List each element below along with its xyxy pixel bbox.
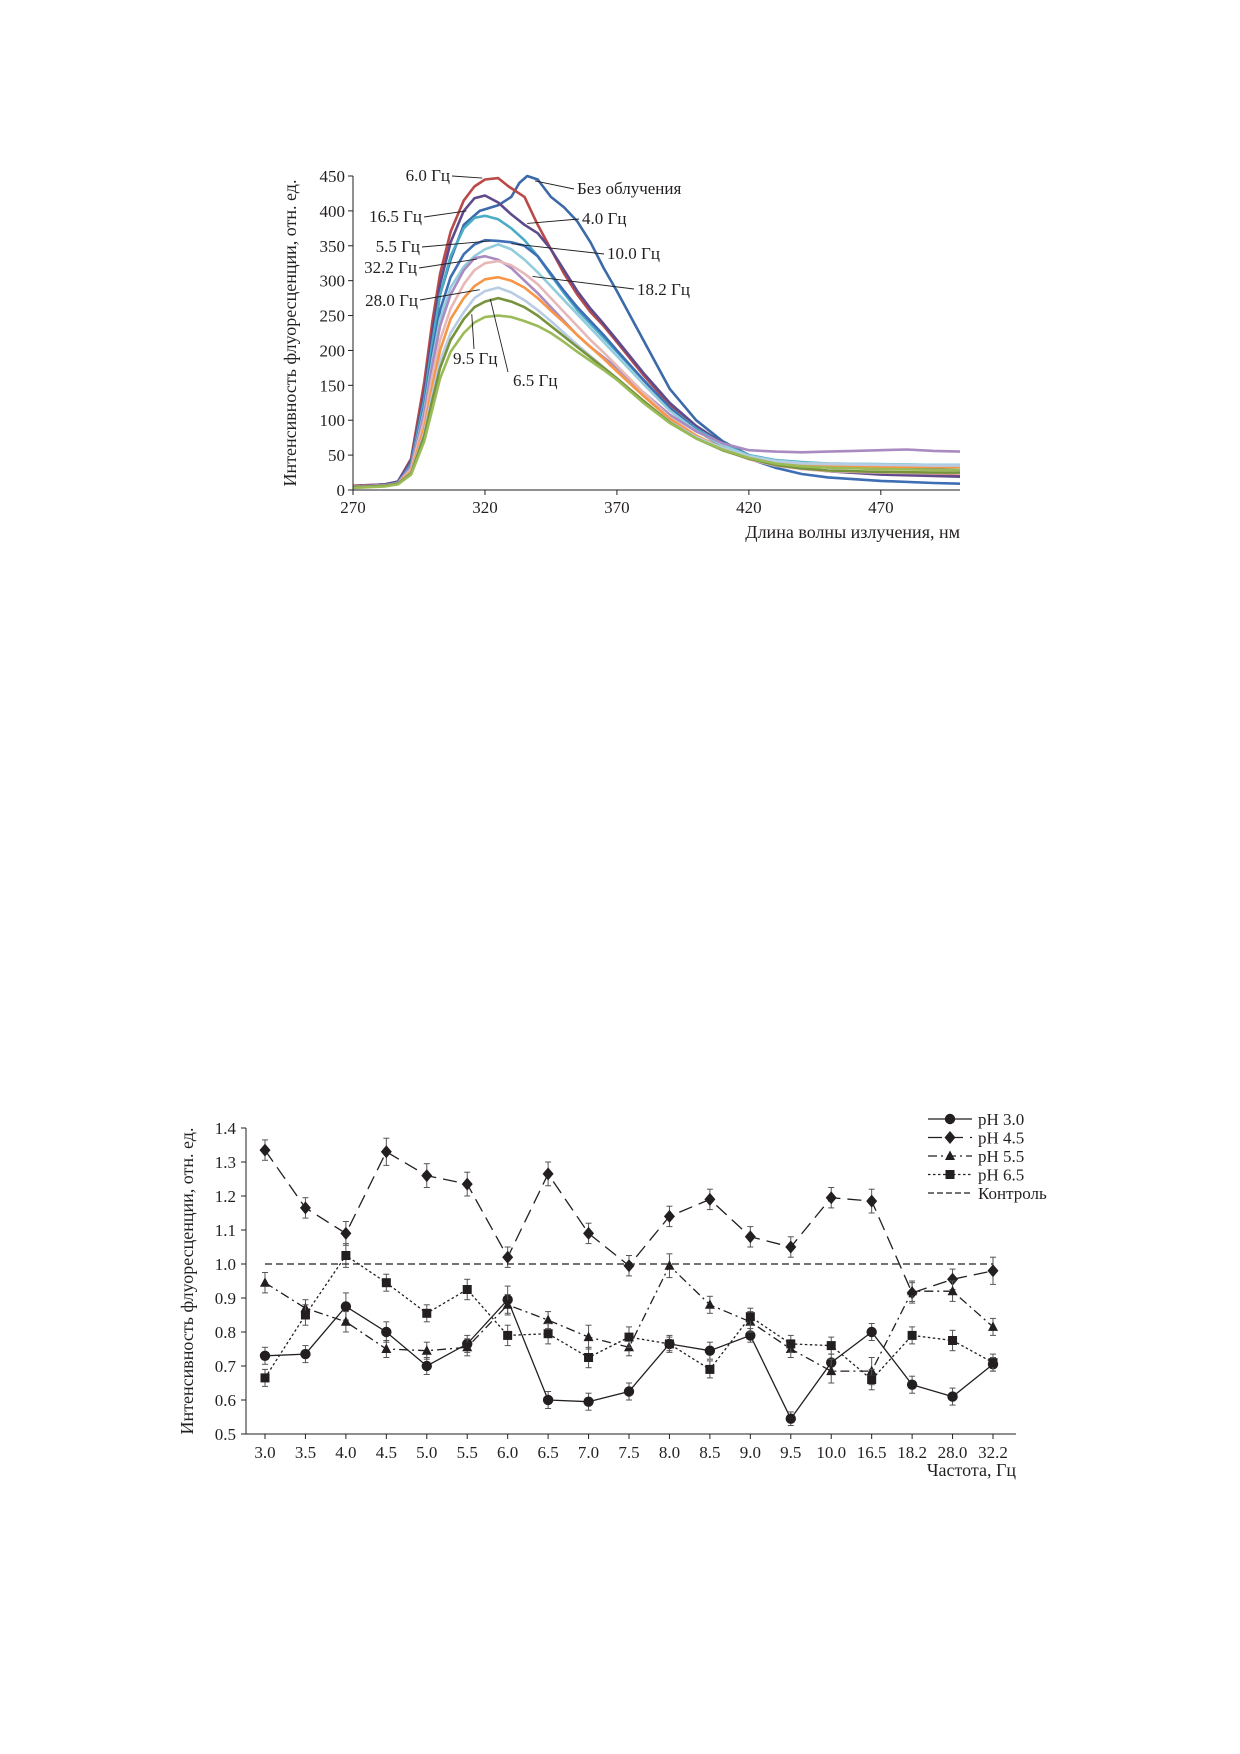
curve-label-16-5-гц: 16.5 Гц <box>369 207 422 226</box>
point-ph-3-0-4.0 <box>341 1301 351 1311</box>
x-tick-label-9.0: 9.0 <box>739 1443 761 1462</box>
point-ph-6-5-3.5 <box>301 1311 310 1320</box>
y-tick-label-0.8: 0.8 <box>214 1323 236 1342</box>
point-ph-6-5-3.0 <box>261 1373 270 1382</box>
legend-label-ph-6-5: pH 6.5 <box>978 1165 1025 1185</box>
point-ph-3-0-16.5 <box>866 1327 876 1337</box>
point-ph-3-0-18.2 <box>907 1380 917 1390</box>
x-tick-label-5.5: 5.5 <box>456 1443 478 1462</box>
x-tick-label-3.5: 3.5 <box>294 1443 317 1462</box>
curve-label-9-5-гц: 9.5 Гц <box>453 349 498 368</box>
point-ph-3-0-3.5 <box>300 1349 310 1359</box>
x-tick-label-6.0: 6.0 <box>497 1443 519 1462</box>
point-ph-6-5-32.2 <box>989 1358 998 1367</box>
point-ph-6-5-6.5 <box>544 1329 553 1338</box>
point-ph-3-0-3.0 <box>260 1351 270 1361</box>
y-tick-label-150: 150 <box>319 376 345 396</box>
point-ph-3-0-5.0 <box>422 1361 432 1371</box>
x-tick-label-270: 270 <box>340 498 366 517</box>
curve-label-6-0-гц: 6.0 Гц <box>405 166 450 185</box>
point-ph-6-5-7.5 <box>625 1333 634 1342</box>
curve-label-28-0-гц: 28.0 Гц <box>365 291 418 310</box>
y-tick-label-1.0: 1.0 <box>214 1255 236 1274</box>
point-ph-6-5-4.5 <box>382 1278 391 1287</box>
x-tick-label-10.0: 10.0 <box>816 1443 847 1462</box>
x-tick-label-9.5: 9.5 <box>780 1443 802 1462</box>
x-tick-label-7.5: 7.5 <box>618 1443 640 1462</box>
point-ph-6-5-28.0 <box>948 1336 957 1345</box>
x-tick-label-18.2: 18.2 <box>897 1443 927 1462</box>
x-tick-label-4.0: 4.0 <box>335 1443 357 1462</box>
curve-label-6-5-гц: 6.5 Гц <box>513 371 558 390</box>
y-tick-label-300: 300 <box>319 271 345 291</box>
y-tick-label-0.9: 0.9 <box>214 1289 236 1308</box>
x-tick-label-420: 420 <box>736 498 762 517</box>
y-tick-label-0.6: 0.6 <box>214 1391 236 1410</box>
y-axis-title: Интенсивность флуоресценции, отн. ед. <box>177 1127 197 1435</box>
x-tick-label-470: 470 <box>868 498 894 517</box>
point-ph-6-5-5.0 <box>422 1309 431 1318</box>
curve-label-4-0-гц: 4.0 Гц <box>582 209 627 228</box>
point-ph-6-5-4.0 <box>341 1251 350 1260</box>
point-ph-6-5-8.0 <box>665 1339 674 1348</box>
y-tick-label-0.5: 0.5 <box>214 1425 236 1444</box>
y-tick-label-1.3: 1.3 <box>214 1153 236 1172</box>
x-axis-title: Длина волны излучения, нм <box>745 522 960 542</box>
y-tick-label-450: 450 <box>319 167 345 186</box>
y-tick-label-350: 350 <box>319 236 345 256</box>
legend-label-контроль: Контроль <box>978 1184 1047 1203</box>
y-tick-label-200: 200 <box>319 341 345 361</box>
x-tick-label-8.5: 8.5 <box>699 1443 721 1462</box>
x-tick-label-28.0: 28.0 <box>937 1443 968 1462</box>
y-tick-label-250: 250 <box>319 306 345 326</box>
x-tick-label-32.2: 32.2 <box>978 1443 1008 1462</box>
x-axis-title: Частота, Гц <box>926 1460 1016 1480</box>
point-ph-3-0-6.5 <box>543 1395 553 1405</box>
point-ph-6-5-8.5 <box>705 1365 714 1374</box>
y-tick-label-1.2: 1.2 <box>214 1187 236 1206</box>
y-tick-label-1.4: 1.4 <box>214 1119 236 1138</box>
y-tick-label-0.7: 0.7 <box>214 1357 236 1376</box>
point-ph-6-5-10.0 <box>827 1341 836 1350</box>
legend-marker-ph-6-5 <box>946 1170 955 1179</box>
point-ph-3-0-7.0 <box>583 1397 593 1407</box>
curve-label-32-2-гц: 32.2 Гц <box>364 258 417 277</box>
x-tick-label-8.0: 8.0 <box>658 1443 681 1462</box>
x-tick-label-4.5: 4.5 <box>375 1443 397 1462</box>
x-tick-label-7.0: 7.0 <box>577 1443 600 1462</box>
x-tick-label-16.5: 16.5 <box>856 1443 887 1462</box>
y-axis-title: Интенсивность флуоресценции, отн. ед. <box>280 179 300 487</box>
y-tick-label-100: 100 <box>319 411 345 431</box>
point-ph-3-0-28.0 <box>947 1391 957 1401</box>
curve-label-5-5-гц: 5.5 Гц <box>375 237 420 256</box>
y-tick-label-0: 0 <box>336 481 345 500</box>
y-tick-label-50: 50 <box>328 446 345 466</box>
point-ph-6-5-16.5 <box>867 1375 876 1384</box>
y-tick-label-400: 400 <box>319 201 345 221</box>
y-tick-label-1.1: 1.1 <box>214 1221 236 1240</box>
point-ph-3-0-4.5 <box>381 1327 391 1337</box>
x-tick-label-5.0: 5.0 <box>416 1443 438 1462</box>
point-ph-3-0-8.5 <box>705 1346 715 1356</box>
point-ph-3-0-7.5 <box>624 1386 634 1396</box>
legend-label-ph-5-5: pH 5.5 <box>978 1147 1025 1166</box>
point-ph-6-5-7.0 <box>584 1353 593 1362</box>
point-ph-6-5-18.2 <box>908 1331 917 1340</box>
point-ph-6-5-9.5 <box>786 1339 795 1348</box>
point-ph-3-0-9.5 <box>786 1414 796 1424</box>
x-tick-label-370: 370 <box>604 498 630 517</box>
curve-label-10-0-гц: 10.0 Гц <box>607 244 660 263</box>
legend-label-ph-4-5: pH 4.5 <box>978 1128 1025 1148</box>
point-ph-6-5-6.0 <box>503 1331 512 1340</box>
legend-label-ph-3-0: pH 3.0 <box>978 1110 1025 1129</box>
point-ph-6-5-9.0 <box>746 1312 755 1321</box>
legend-marker-ph-3-0 <box>945 1114 955 1124</box>
curve-label-18-2-гц: 18.2 Гц <box>637 280 690 299</box>
curve-label-без-облучения: Без облучения <box>577 179 682 198</box>
point-ph-6-5-5.5 <box>463 1285 472 1294</box>
x-tick-label-6.5: 6.5 <box>537 1443 559 1462</box>
x-tick-label-3.0: 3.0 <box>254 1443 276 1462</box>
x-tick-label-320: 320 <box>472 498 498 517</box>
